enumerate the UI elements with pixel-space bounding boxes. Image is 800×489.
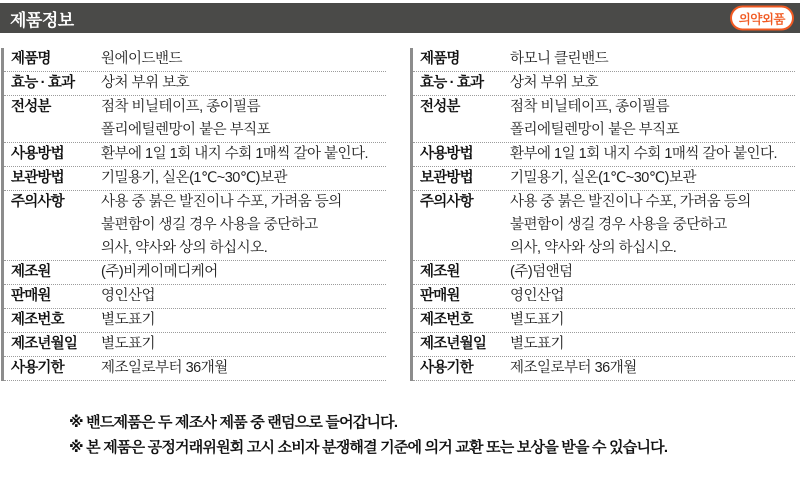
row-label: 제조원 (11, 264, 51, 280)
row-label: 판매원 (420, 288, 460, 304)
row-value: 상처 부위 보호 (101, 75, 190, 91)
row-label: 효능 · 효과 (11, 75, 75, 91)
table-row (413, 357, 795, 381)
table-row (4, 72, 386, 96)
row-value: 별도표기 (510, 312, 565, 328)
table-row (413, 309, 795, 333)
row-value: 환부에 1일 1회 내지 수회 1매씩 갈아 붙인다. (510, 146, 778, 162)
row-value: 기밀용기, 실온(1℃~30℃)보관 (510, 170, 696, 186)
table-row (413, 261, 795, 285)
row-value: 제조일로부터 36개월 (101, 360, 228, 376)
table-row (413, 191, 795, 261)
row-label: 보관방법 (420, 170, 473, 186)
table-row (413, 143, 795, 167)
row-value: 사용 중 붉은 발진이나 수포, 가려움 등의 불편함이 생길 경우 사용을 중단하고 의사, 약사와 상의 하십시오. (101, 194, 342, 256)
row-label: 판매원 (11, 288, 51, 304)
row-value: 사용 중 붉은 발진이나 수포, 가려움 등의 불편함이 생길 경우 사용을 중단하고 의사, 약사와 상의 하십시오. (510, 194, 751, 256)
footnotes (0, 410, 800, 460)
footnote: ※ 밴드제품은 두 제조사 제품 중 랜덤으로 들어갑니다. (69, 414, 398, 431)
table-row (4, 96, 386, 143)
header-bar (0, 3, 800, 33)
row-value: 영인산업 (101, 288, 156, 304)
row-value: 환부에 1일 1회 내지 수회 1매씩 갈아 붙인다. (101, 146, 369, 162)
row-label: 주의사항 (420, 194, 473, 210)
row-label: 전성분 (11, 99, 51, 115)
row-value: 별도표기 (101, 336, 156, 352)
row-value: 하모니 클린밴드 (510, 51, 609, 67)
table-row (4, 48, 386, 72)
table-row (4, 357, 386, 381)
product-table-right (410, 48, 795, 381)
page-title: 제품정보 (10, 10, 74, 30)
row-label: 제조년월일 (420, 336, 487, 352)
row-value: 별도표기 (101, 312, 156, 328)
table-row (4, 167, 386, 191)
table-row (4, 333, 386, 357)
row-label: 전성분 (420, 99, 460, 115)
product-tables (0, 48, 800, 381)
row-value: 영인산업 (510, 288, 565, 304)
row-label: 제조년월일 (11, 336, 78, 352)
table-row (4, 285, 386, 309)
table-row (413, 285, 795, 309)
row-label: 사용기한 (11, 360, 64, 376)
row-label: 사용방법 (420, 146, 473, 162)
row-label: 보관방법 (11, 170, 64, 186)
table-row (413, 167, 795, 191)
row-label: 주의사항 (11, 194, 64, 210)
row-value: 제조일로부터 36개월 (510, 360, 637, 376)
table-row (4, 143, 386, 167)
quasi-drug-badge: 의약외품 (730, 6, 794, 31)
row-label: 제품명 (11, 51, 51, 67)
table-row (4, 309, 386, 333)
row-label: 사용방법 (11, 146, 64, 162)
row-label: 사용기한 (420, 360, 473, 376)
row-value: 점착 비닐테이프, 종이필름 폴리에틸렌망이 붙은 부직포 (510, 99, 680, 138)
row-label: 제조원 (420, 264, 460, 280)
row-value: 점착 비닐테이프, 종이필름 폴리에틸렌망이 붙은 부직포 (101, 99, 271, 138)
row-value: 상처 부위 보호 (510, 75, 599, 91)
table-row (4, 191, 386, 261)
row-label: 효능 · 효과 (420, 75, 484, 91)
row-label: 제조번호 (11, 312, 64, 328)
row-value: (주)비케이메디케어 (101, 264, 218, 280)
row-value: 기밀용기, 실온(1℃~30℃)보관 (101, 170, 287, 186)
table-row (413, 333, 795, 357)
table-row (413, 72, 795, 96)
table-row (413, 48, 795, 72)
row-value: 별도표기 (510, 336, 565, 352)
product-table-left (1, 48, 386, 381)
table-row (413, 96, 795, 143)
row-value: (주)덤앤덤 (510, 264, 573, 280)
row-label: 제조번호 (420, 312, 473, 328)
footnote: ※ 본 제품은 공정거래위원회 고시 소비자 분쟁해결 기준에 의거 교환 또는 보상을 받을 수 있습니다. (69, 439, 668, 456)
row-label: 제품명 (420, 51, 460, 67)
row-value: 원에이드밴드 (101, 51, 183, 67)
table-row (4, 261, 386, 285)
